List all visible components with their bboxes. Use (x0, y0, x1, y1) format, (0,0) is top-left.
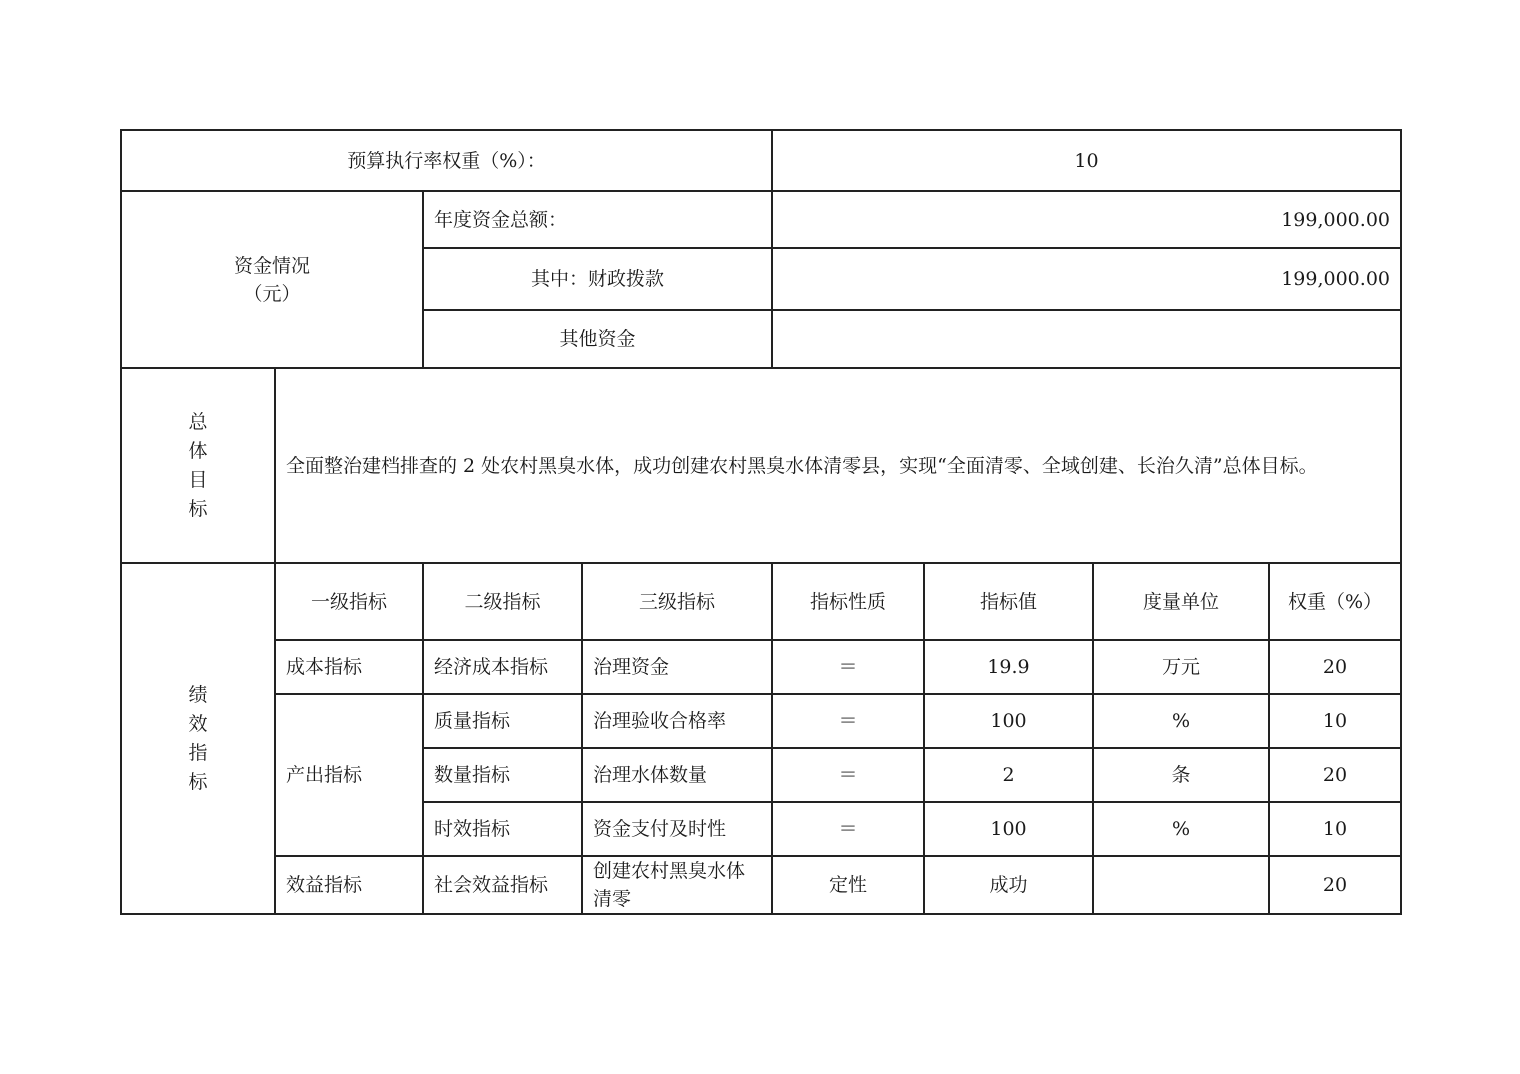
overall-goal-row (121, 368, 1401, 563)
annual-total-label: 年度资金总额： (423, 191, 772, 248)
header-nature: 指标性质 (772, 563, 924, 640)
overall-goal-char: 目 (188, 468, 208, 491)
table-row (121, 856, 1401, 914)
weight-cell: 20 (1269, 856, 1401, 914)
funds-label (121, 191, 423, 368)
unit-cell: 条 (1093, 748, 1269, 802)
unit-cell: % (1093, 694, 1269, 748)
nature-cell: ＝ (772, 694, 924, 748)
header-unit: 度量单位 (1093, 563, 1269, 640)
header-level2: 二级指标 (423, 563, 582, 640)
weight-cell: 20 (1269, 640, 1401, 694)
other-funds-label: 其他资金 (423, 310, 772, 368)
weight-cell: 20 (1269, 748, 1401, 802)
header-level1: 一级指标 (275, 563, 423, 640)
funds-label-line1: 资金情况 (233, 254, 310, 277)
table-row (121, 640, 1401, 694)
level3-cell (582, 856, 772, 914)
level3-cell: 治理验收合格率 (582, 694, 772, 748)
budget-rate-value: 10 (772, 130, 1401, 191)
overall-goal-char: 总 (188, 410, 208, 433)
level1-cell: 产出指标 (275, 694, 423, 856)
indicators-char: 效 (188, 712, 208, 735)
overall-goal-label (121, 368, 275, 563)
indicator-header-row (121, 563, 1401, 640)
value-cell: 100 (924, 802, 1093, 856)
header-value: 指标值 (924, 563, 1093, 640)
level3-line2: 清零 (593, 888, 632, 910)
performance-target-table (120, 129, 1402, 915)
unit-cell: % (1093, 802, 1269, 856)
level2-cell: 质量指标 (423, 694, 582, 748)
header-level3: 三级指标 (582, 563, 772, 640)
overall-goal-char: 体 (188, 439, 208, 462)
level3-cell: 资金支付及时性 (582, 802, 772, 856)
level3-cell: 治理资金 (582, 640, 772, 694)
annual-total-value: 199,000.00 (772, 191, 1401, 248)
nature-cell: 定性 (772, 856, 924, 914)
budget-rate-label: 预算执行率权重（%）： (121, 130, 772, 191)
header-weight: 权重（%） (1269, 563, 1401, 640)
value-cell: 19.9 (924, 640, 1093, 694)
unit-cell (1093, 856, 1269, 914)
annual-total-row (121, 191, 1401, 248)
level2-cell: 社会效益指标 (423, 856, 582, 914)
nature-cell: ＝ (772, 802, 924, 856)
funds-label-line2: （元） (243, 282, 301, 305)
level3-line1: 创建农村黑臭水体 (593, 860, 746, 882)
nature-cell: ＝ (772, 640, 924, 694)
weight-cell: 10 (1269, 802, 1401, 856)
value-cell: 100 (924, 694, 1093, 748)
indicators-char: 指 (188, 741, 208, 764)
level1-cell: 成本指标 (275, 640, 423, 694)
value-cell: 2 (924, 748, 1093, 802)
overall-goal-text: 全面整治建档排查的 2 处农村黑臭水体，成功创建农村黑臭水体清零县，实现“全面清零、全域创建、长治久清”总体目标。 (275, 368, 1401, 563)
budget-rate-row (121, 130, 1401, 191)
indicators-char: 绩 (188, 683, 208, 706)
weight-cell: 10 (1269, 694, 1401, 748)
fiscal-value: 199,000.00 (772, 248, 1401, 310)
indicators-label (121, 563, 275, 914)
level2-cell: 时效指标 (423, 802, 582, 856)
table-row (121, 694, 1401, 748)
unit-cell: 万元 (1093, 640, 1269, 694)
level1-cell: 效益指标 (275, 856, 423, 914)
nature-cell: ＝ (772, 748, 924, 802)
fiscal-label: 其中：财政拨款 (423, 248, 772, 310)
level2-cell: 经济成本指标 (423, 640, 582, 694)
value-cell: 成功 (924, 856, 1093, 914)
indicators-char: 标 (188, 770, 208, 793)
level3-cell: 治理水体数量 (582, 748, 772, 802)
level2-cell: 数量指标 (423, 748, 582, 802)
overall-goal-char: 标 (188, 497, 208, 520)
other-funds-value (772, 310, 1401, 368)
